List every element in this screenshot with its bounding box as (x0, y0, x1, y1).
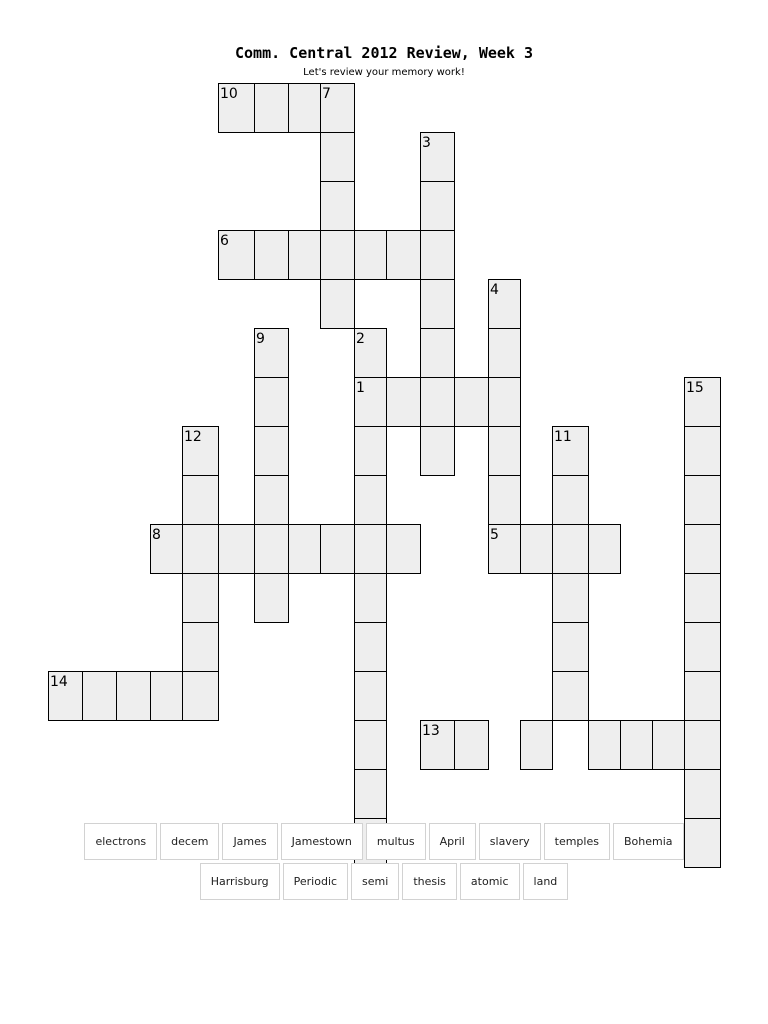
clue-number: 2 (356, 331, 365, 347)
crossword-cell[interactable] (354, 426, 387, 476)
word-bank-item: Jamestown (281, 823, 363, 860)
crossword-cell[interactable] (684, 475, 721, 525)
crossword-cell[interactable] (182, 475, 219, 525)
word-bank-item: semi (351, 863, 399, 900)
crossword-cell[interactable] (454, 720, 489, 770)
word-bank-item: Periodic (283, 863, 348, 900)
clue-number: 4 (490, 282, 499, 298)
crossword-cell[interactable] (552, 524, 589, 574)
clue-number: 15 (686, 380, 704, 396)
crossword-cell[interactable] (420, 377, 455, 427)
crossword-cell[interactable] (588, 524, 621, 574)
crossword-cell[interactable] (386, 230, 421, 280)
crossword-cell[interactable] (218, 524, 255, 574)
word-bank-item: James (222, 823, 277, 860)
crossword-cell[interactable] (150, 671, 183, 721)
word-bank-item: decem (160, 823, 219, 860)
crossword-cell[interactable] (320, 181, 355, 231)
word-bank-item: land (523, 863, 569, 900)
crossword-cell[interactable] (684, 524, 721, 574)
word-bank-item: Bohemia (613, 823, 684, 860)
crossword-cell[interactable] (652, 720, 685, 770)
crossword-cell[interactable] (354, 769, 387, 819)
crossword-cell[interactable] (320, 279, 355, 329)
crossword-cell[interactable] (320, 132, 355, 182)
crossword-cell[interactable] (684, 573, 721, 623)
clue-number: 11 (554, 429, 572, 445)
clue-number: 10 (220, 86, 238, 102)
word-bank-item: multus (366, 823, 426, 860)
crossword-cell[interactable] (288, 230, 321, 280)
crossword-cell[interactable] (254, 426, 289, 476)
clue-number: 8 (152, 527, 161, 543)
crossword-cell[interactable] (354, 622, 387, 672)
crossword-cell[interactable] (254, 524, 289, 574)
crossword-cell[interactable] (354, 475, 387, 525)
crossword-cell[interactable] (552, 573, 589, 623)
crossword-cell[interactable] (288, 83, 321, 133)
crossword-cell[interactable] (420, 230, 455, 280)
clue-number: 13 (422, 723, 440, 739)
page-title: Comm. Central 2012 Review, Week 3 (234, 44, 533, 62)
crossword-cell[interactable] (386, 524, 421, 574)
word-bank-item: slavery (479, 823, 541, 860)
crossword-cell[interactable] (420, 279, 455, 329)
word-bank-row-2 (0, 863, 768, 900)
clue-number: 7 (322, 86, 331, 102)
word-bank-item: April (429, 823, 476, 860)
crossword-cell[interactable] (488, 328, 521, 378)
crossword-cell[interactable] (254, 573, 289, 623)
crossword-cell[interactable] (552, 671, 589, 721)
word-bank-row-1 (0, 823, 768, 860)
crossword-cell[interactable] (684, 769, 721, 819)
crossword-cell[interactable] (354, 573, 387, 623)
crossword-cell[interactable] (420, 426, 455, 476)
crossword-cell[interactable] (182, 573, 219, 623)
crossword-cell[interactable] (488, 426, 521, 476)
crossword-cell[interactable] (386, 377, 421, 427)
crossword-cell[interactable] (520, 524, 553, 574)
crossword-cell[interactable] (182, 622, 219, 672)
crossword-cell[interactable] (288, 524, 321, 574)
crossword-cell[interactable] (454, 377, 489, 427)
crossword-cell[interactable] (254, 475, 289, 525)
crossword-cell[interactable] (684, 720, 721, 770)
word-bank-item: temples (544, 823, 610, 860)
clue-number: 12 (184, 429, 202, 445)
page-subtitle: Let's review your memory work! (303, 67, 465, 78)
crossword-cell[interactable] (684, 671, 721, 721)
crossword-cell[interactable] (588, 720, 621, 770)
crossword-cell[interactable] (488, 475, 521, 525)
crossword-cell[interactable] (684, 622, 721, 672)
crossword-cell[interactable] (552, 475, 589, 525)
crossword-cell[interactable] (520, 720, 553, 770)
word-bank-item: atomic (460, 863, 520, 900)
crossword-cell[interactable] (254, 377, 289, 427)
clue-number: 5 (490, 527, 499, 543)
word-bank-item: electrons (84, 823, 157, 860)
word-bank-item: Harrisburg (200, 863, 280, 900)
crossword-cell[interactable] (116, 671, 151, 721)
clue-number: 6 (220, 233, 229, 249)
crossword-cell[interactable] (182, 671, 219, 721)
clue-number: 9 (256, 331, 265, 347)
clue-number: 3 (422, 135, 431, 151)
crossword-cell[interactable] (82, 671, 117, 721)
crossword-cell[interactable] (684, 426, 721, 476)
crossword-cell[interactable] (488, 377, 521, 427)
crossword-cell[interactable] (182, 524, 219, 574)
crossword-cell[interactable] (254, 83, 289, 133)
crossword-cell[interactable] (320, 524, 355, 574)
word-bank-item: thesis (402, 863, 457, 900)
crossword-cell[interactable] (254, 230, 289, 280)
crossword-cell[interactable] (620, 720, 653, 770)
crossword-cell[interactable] (354, 671, 387, 721)
crossword-cell[interactable] (354, 720, 387, 770)
crossword-cell[interactable] (420, 328, 455, 378)
clue-number: 14 (50, 674, 68, 690)
crossword-cell[interactable] (552, 622, 589, 672)
crossword-cell[interactable] (420, 181, 455, 231)
clue-number: 1 (356, 380, 365, 396)
crossword-cell[interactable] (320, 230, 355, 280)
crossword-cell[interactable] (354, 524, 387, 574)
crossword-cell[interactable] (354, 230, 387, 280)
